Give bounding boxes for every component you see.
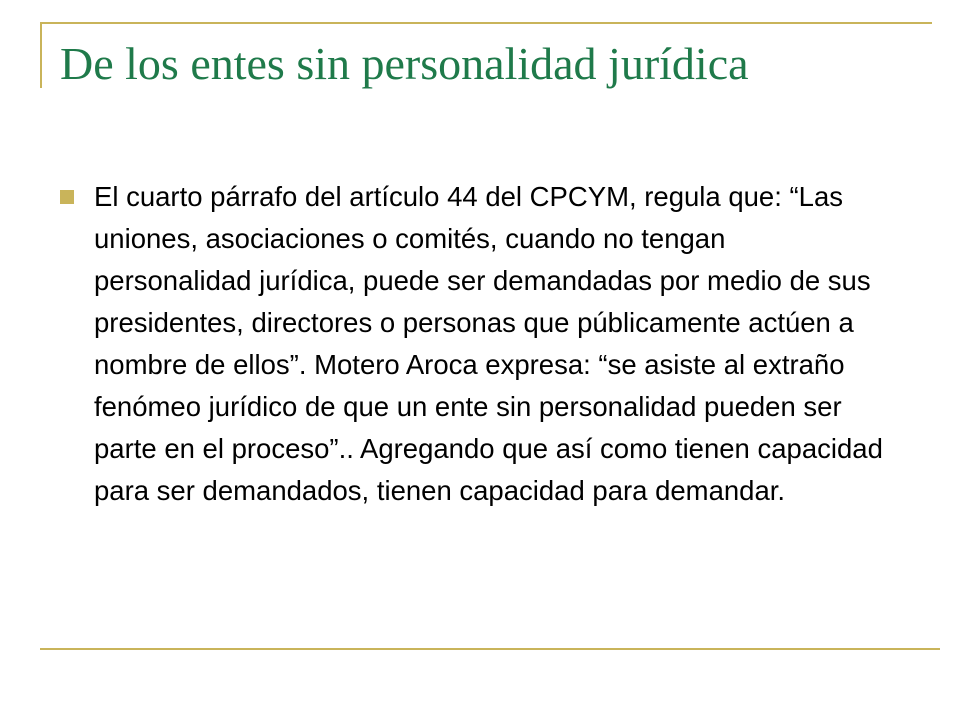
top-rule	[40, 22, 932, 24]
slide-title: De los entes sin personalidad jurídica	[60, 38, 749, 89]
bottom-rule	[40, 648, 940, 650]
bullet-text: El cuarto párrafo del artículo 44 del CPCYM, regula que: “Las uniones, asociaciones o comités, cuando no tengan personalidad jurídica, puede ser demandadas por medio de sus presidentes, directores o personas que públicamente actúen a nombre de ellos”. Motero Aroca expresa: “se asiste al extraño fenómeo jurídico de que un ente sin personalidad pueden ser parte en el proceso”.. Agregando que así como tienen capacidad para ser demandados, tienen capacidad para demandar.	[94, 181, 883, 506]
square-bullet-icon	[60, 190, 74, 204]
left-rule	[40, 22, 42, 88]
slide-body	[60, 176, 890, 512]
bullet-item	[60, 176, 890, 512]
